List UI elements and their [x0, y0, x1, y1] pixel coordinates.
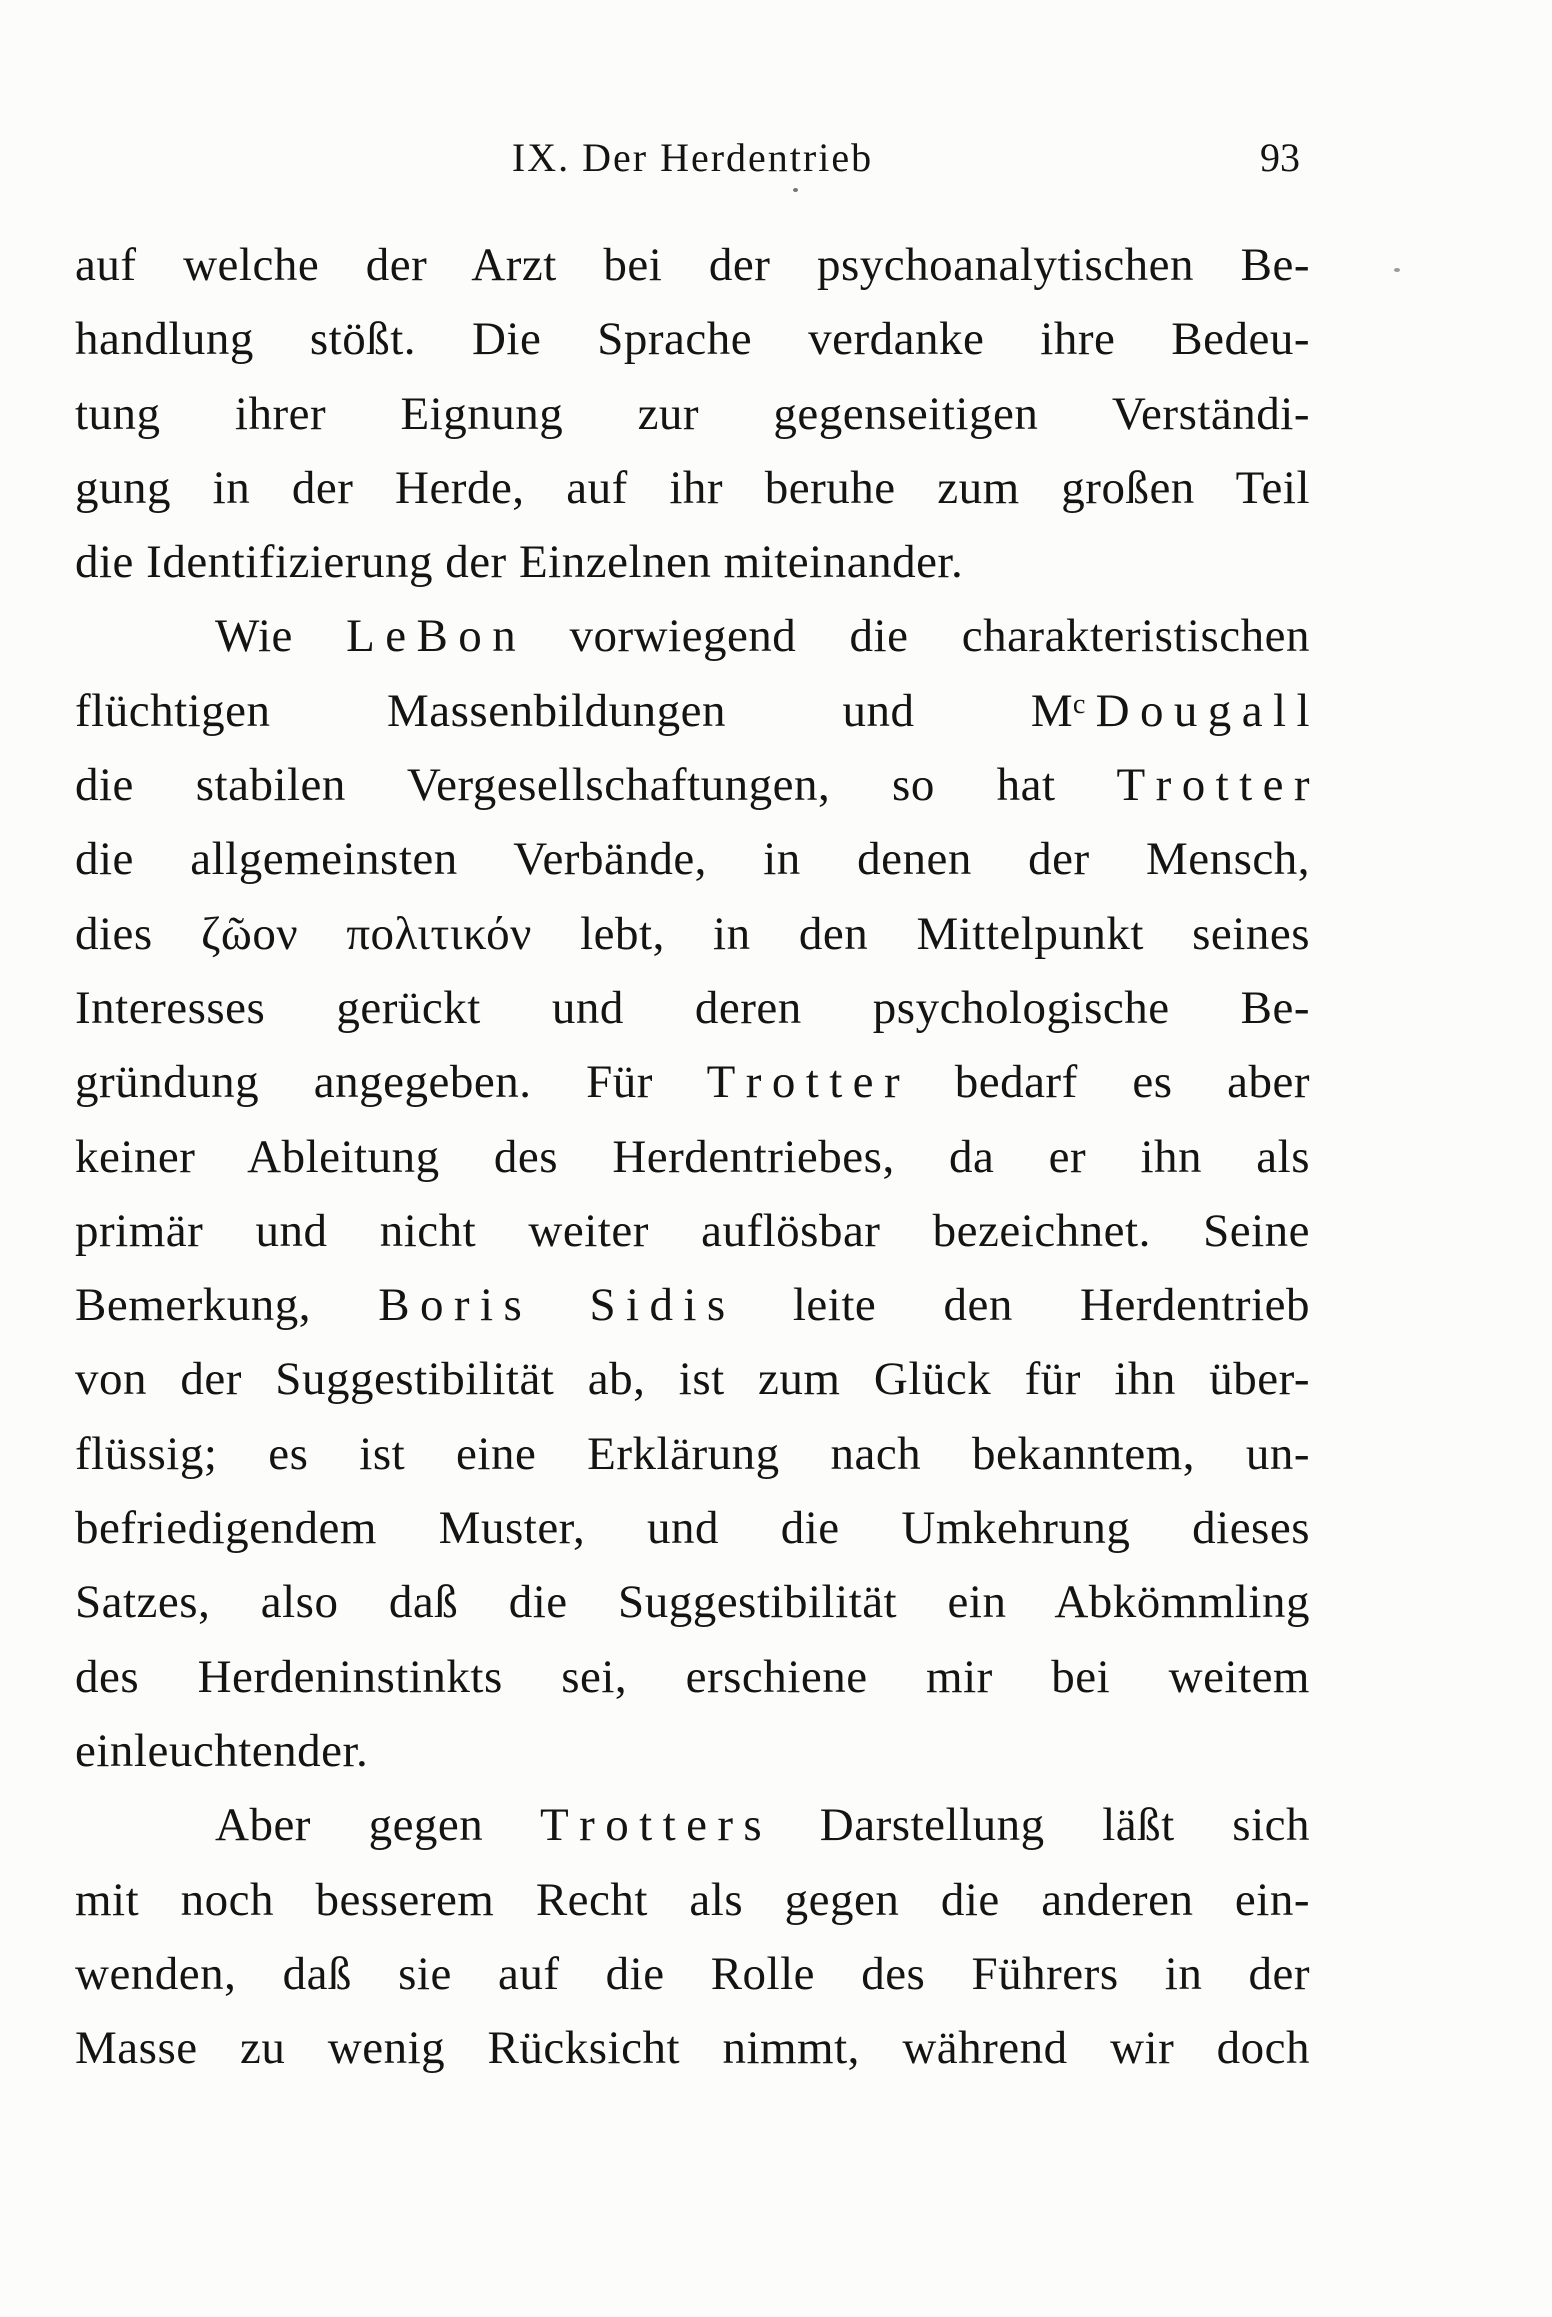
text-line: Bemerkung, B o r i s S i d i s leite den Herdentrieb [75, 1279, 1310, 1332]
text-line: auf welche der Arzt bei der psychoanalytischen Be- [75, 239, 1310, 291]
text-line paragraph-start: Wie L e B o n vorwiegend die charakteristischen [215, 610, 1310, 663]
body-text [75, 228, 1310, 2085]
text-line: dies ζῶον πολιτικόν lebt, in den Mittelpunkt seines [75, 907, 1310, 960]
text-line: mit noch besserem Recht als gegen die anderen ein- [75, 1873, 1310, 1926]
text-line: des Herdeninstinkts sei, erschiene mir bei weitem [75, 1650, 1310, 1703]
text-line: primär und nicht weiter auflösbar bezeichnet. Seine [75, 1204, 1310, 1257]
text-line: wenden, daß sie auf die Rolle des Führers in der [75, 1947, 1310, 2000]
text-line: handlung stößt. Die Sprache verdanke ihre Bedeu- [75, 313, 1310, 366]
page-number: 93 [1260, 135, 1300, 180]
text-line: die allgemeinsten Verbände, in denen der Mensch, [75, 833, 1310, 886]
chapter-heading: IX. Der Herdentrieb [511, 135, 874, 180]
scan-speck [538, 706, 542, 710]
text-line: keiner Ableitung des Herdentriebes, da er ihn als [75, 1130, 1310, 1183]
text-line: flüchtigen Massenbildungen und Mᶜ D o u g a l l [75, 684, 1310, 737]
text-line: von der Suggestibilität ab, ist zum Glück für ihn über- [75, 1353, 1310, 1406]
text-line: tung ihrer Eignung zur gegenseitigen Verständi- [75, 387, 1310, 440]
text-line: Satzes, also daß die Suggestibilität ein Abkömmling [75, 1576, 1310, 1629]
scan-speck [1394, 268, 1400, 272]
text-line: gung in der Herde, auf ihr beruhe zum großen Teil [75, 461, 1310, 514]
text-line: Masse zu wenig Rücksicht nimmt, während wir doch [75, 2022, 1310, 2075]
text-line paragraph-end: die Identifizierung der Einzelnen miteinander. [75, 536, 964, 589]
text-line: befriedigendem Muster, und die Umkehrung dieses [75, 1502, 1310, 1555]
scan-speck [793, 188, 798, 192]
text-line: Interesses gerückt und deren psychologische Be- [75, 981, 1310, 1034]
running-head [75, 134, 1310, 181]
text-line paragraph-end: einleuchtender. [75, 1724, 369, 1777]
text-line: die stabilen Vergesellschaftungen, so hat T r o t t e r [75, 759, 1310, 812]
text-line paragraph-start: Aber gegen T r o t t e r s Darstellung läßt sich [215, 1799, 1310, 1852]
text-line: gründung angegeben. Für T r o t t e r bedarf es aber [75, 1056, 1310, 1109]
text-line: flüssig; es ist eine Erklärung nach bekanntem, un- [75, 1427, 1310, 1480]
